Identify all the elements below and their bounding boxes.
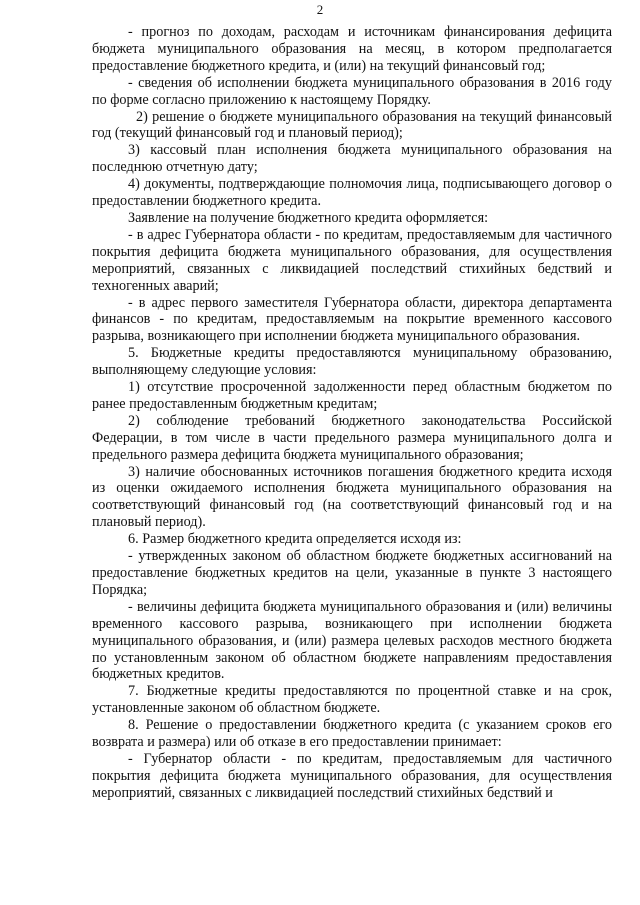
- paragraph: - утвержденных законом об областном бюджете бюджетных ассигнований на предоставление бюджетных кредитов на цели, указанные в пункте 3 настоящего Порядка;: [92, 548, 612, 598]
- paragraph: - в адрес первого заместителя Губернатора области, директора департамента финансов - по кредитам, предоставляемым на покрытие временного кассового разрыва, возникающего при исполнении бюджета муниципального образования.: [92, 294, 612, 345]
- paragraph: 3) наличие обоснованных источников погашения бюджетного кредита исходя из оценки ожидаемого исполнения бюджета муниципального образования на соответствующий финансовый год (на соответствующий финансовый год и на плановый период).: [92, 463, 612, 531]
- page-number: 2: [316, 2, 324, 17]
- document-body: [92, 24, 612, 802]
- paragraph: - в адрес Губернатора области - по кредитам, предоставляемым для частичного покрытия дефицита бюджета муниципального образования, для осуществления мероприятий, связанных с ликвидацией последствий стихийных бедствий и техногенных аварий;: [92, 226, 612, 294]
- paragraph: - величины дефицита бюджета муниципального образования и (или) величины временного кассового разрыва, возникающего при исполнении бюджета муниципального образования, и (или) размера целевых расходов местного бюджета по установленным законом об областном бюджете направлениям предоставления бюджетных кредитов.: [92, 598, 612, 683]
- paragraph: 7. Бюджетные кредиты предоставляются по процентной ставке и на срок, установленные законом об областном бюджете.: [92, 683, 612, 717]
- paragraph: 5. Бюджетные кредиты предоставляются муниципальному образованию, выполняющему следующие условия:: [92, 345, 612, 379]
- paragraph: 4) документы, подтверждающие полномочия лица, подписывающего договор о предоставлении бюджетного кредита.: [92, 176, 612, 210]
- paragraph: 6. Размер бюджетного кредита определяется исходя из:: [128, 531, 462, 548]
- paragraph: 2) соблюдение требований бюджетного законодательства Российской Федерации, в том числе в части предельного размера муниципального долга и предельного размера дефицита бюджета муниципального образования;: [92, 412, 612, 463]
- paragraph: 1) отсутствие просроченной задолженности перед областным бюджетом по ранее предоставленным бюджетным кредитам;: [92, 379, 612, 412]
- paragraph: Заявление на получение бюджетного кредита оформляется:: [128, 209, 489, 226]
- paragraph: 2) решение о бюджете муниципального образования на текущий финансовый год (текущий финансовый год и плановый период);: [92, 108, 612, 142]
- paragraph: 3) кассовый план исполнения бюджета муниципального образования на последнюю отчетную дату;: [92, 142, 612, 176]
- paragraph: - Губернатор области - по кредитам, предоставляемым для частичного покрытия дефицита бюджета муниципального образования, для осуществления мероприятий, связанных с ликвидацией последствий стихийных бедствий и: [92, 750, 612, 801]
- paragraph: - сведения об исполнении бюджета муниципального образования в 2016 году по форме согласно приложению к настоящему Порядку.: [92, 74, 612, 108]
- paragraph: 8. Решение о предоставлении бюджетного кредита (с указанием сроков его возврата и размера) или об отказе в его предоставлении принимает:: [92, 717, 612, 751]
- paragraph: - прогноз по доходам, расходам и источникам финансирования дефицита бюджета муниципального образования на месяц, в котором предполагается предоставление бюджетного кредита, и (или) на текущий финансовый год;: [92, 24, 612, 74]
